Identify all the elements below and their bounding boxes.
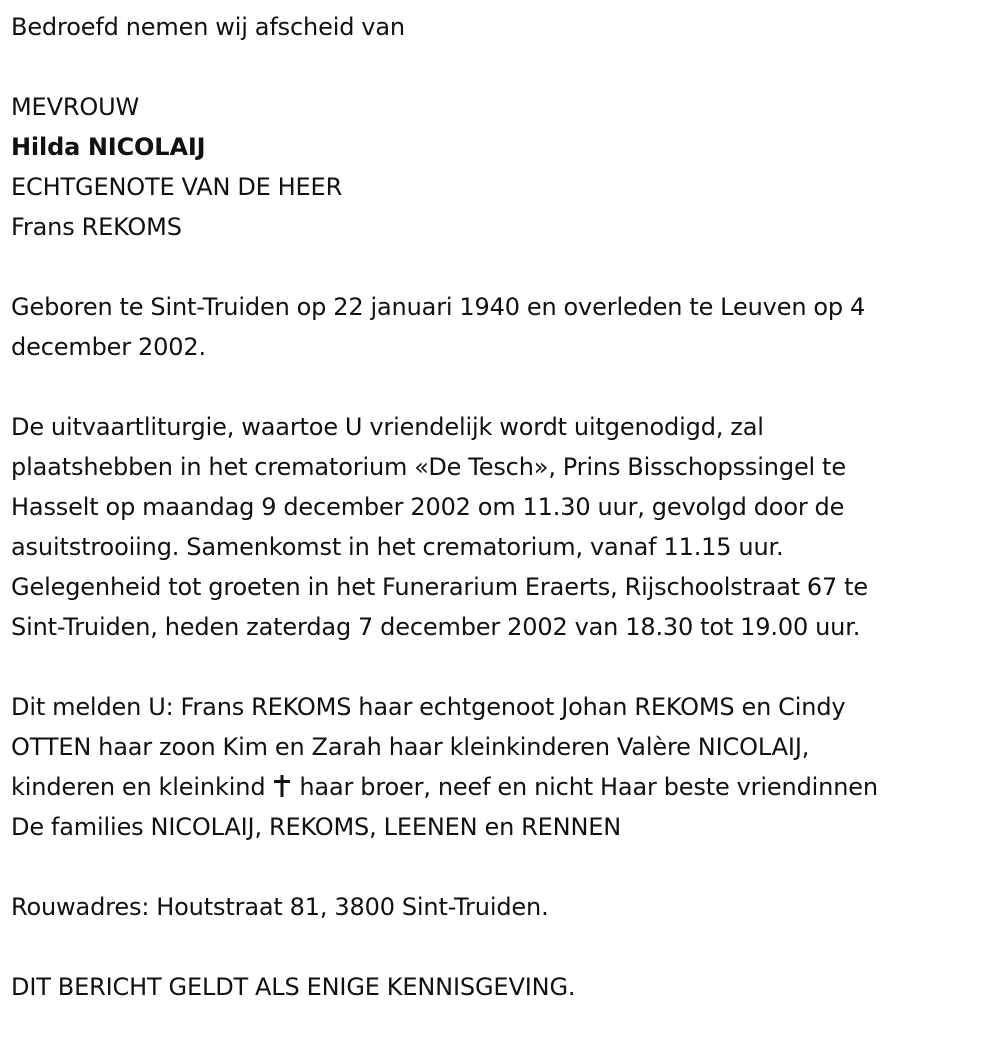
family-line: OTTEN haar zoon Kim en Zarah haar kleinkinderen Valère NICOLAIJ, [11,733,810,761]
birth-death-line: december 2002. [11,333,206,361]
birth-death-line: Geboren te Sint-Truiden op 22 januari 1940 en overleden te Leuven op 4 [11,293,866,321]
address-line: Rouwadres: Houtstraat 81, 3800 Sint-Truiden. [11,893,549,921]
family-line: Dit melden U: Frans REKOMS haar echtgenoot Johan REKOMS en Cindy [11,693,846,721]
ceremony-line: plaatshebben in het crematorium «De Tesch», Prins Bisschopssingel te [11,453,846,481]
intro-text: Bedroefd nemen wij afscheid van [11,13,405,41]
ceremony-line: De uitvaartliturgie, waartoe U vriendelijk wordt uitgenodigd, zal [11,413,764,441]
closing-line: DIT BERICHT GELDT ALS ENIGE KENNISGEVING. [11,973,576,1001]
latin-cross-icon [274,769,290,809]
ceremony-line: Gelegenheid tot groeten in het Funerarium Eraerts, Rijschoolstraat 67 te [11,573,868,601]
title-prefix: MEVROUW [11,93,140,121]
family-line: De families NICOLAIJ, REKOMS, LEENEN en RENNEN [11,813,622,841]
spacer [11,47,1000,87]
ceremony-line: Sint-Truiden, heden zaterdag 7 december 2002 van 18.30 tot 19.00 uur. [11,613,861,641]
ceremony-line: asuitstrooiing. Samenkomst in het crematorium, vanaf 11.15 uur. [11,533,784,561]
family-line-after-cross: haar broer, neef en nicht Haar beste vriendinnen [292,773,878,801]
spacer [11,247,1000,287]
spouse-name: Frans REKOMS [11,213,182,241]
family-line-with-cross [11,767,1000,807]
family-line-before-cross: kinderen en kleinkind [11,773,273,801]
ceremony-line: Hasselt op maandag 9 december 2002 om 11.30 uur, gevolgd door de [11,493,845,521]
relation-text: ECHTGENOTE VAN DE HEER [11,173,343,201]
spacer [11,367,1000,407]
spacer [11,647,1000,687]
deceased-name: Hilda NICOLAIJ [11,133,206,161]
spacer [11,847,1000,887]
spacer [11,927,1000,967]
